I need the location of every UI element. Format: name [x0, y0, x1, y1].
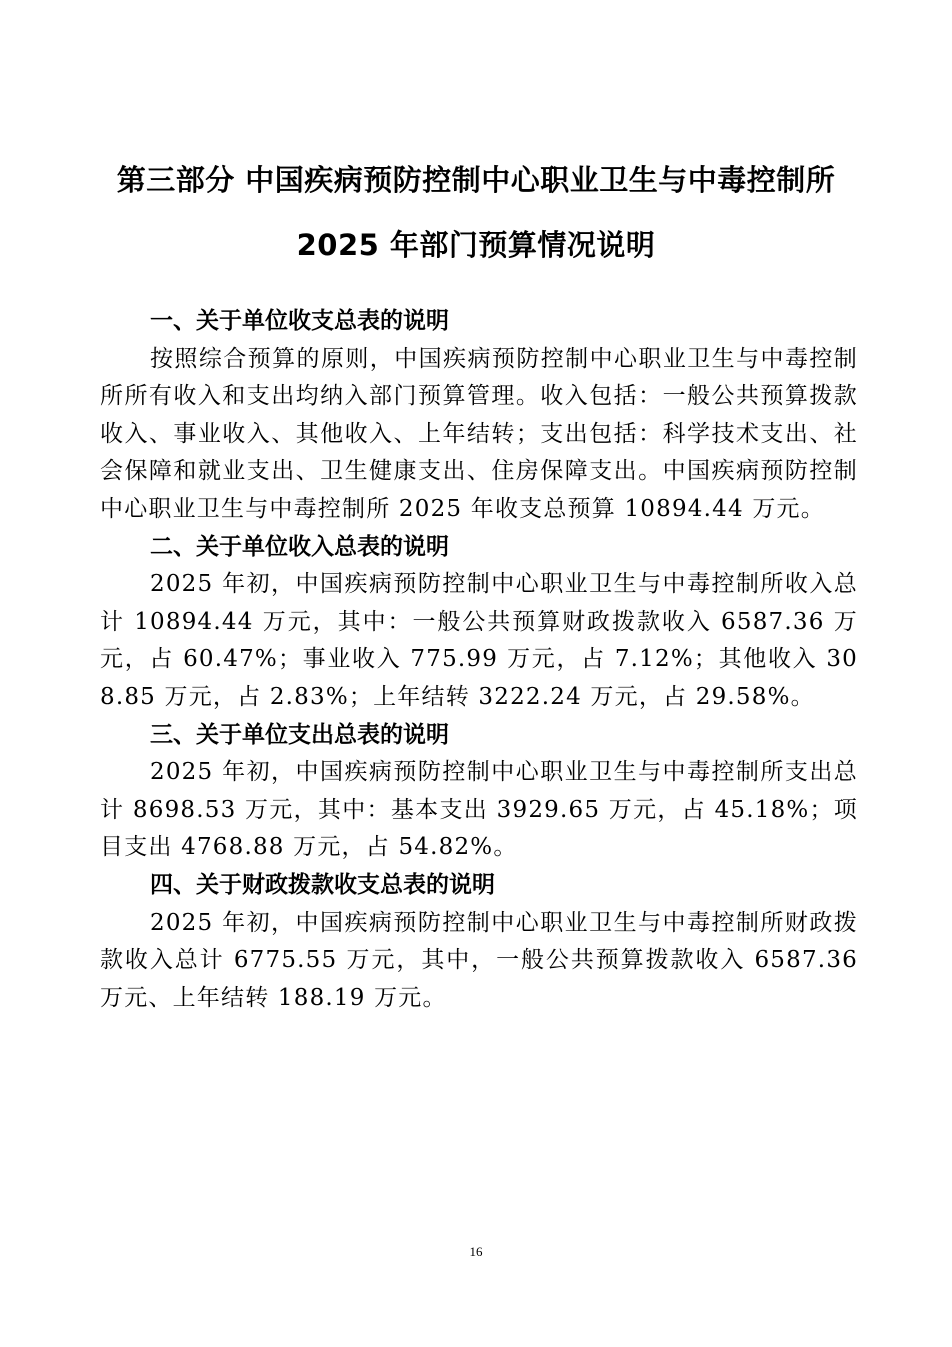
section-heading: 一、关于单位收支总表的说明 — [150, 308, 449, 334]
page-number: 16 — [469, 1244, 483, 1259]
document-title-line-1: 第三部分 中国疾病预防控制中心职业卫生与中毒控制所 — [116, 163, 836, 197]
section-heading: 二、关于单位收入总表的说明 — [150, 533, 449, 560]
section-paragraph: 2025 年初，中国疾病预防控制中心职业卫生与中毒控制所收入总计 10894.44 万元，其中：一般公共预算财政拨款收入 6587.36 万元，占 60.47%；事业收入 775.99 万元，占 7.12%；其他收入 308.85 万元，占 2.83%；上年结转 3222.24 万元，占 29.58%。 — [100, 571, 858, 710]
section-paragraph: 按照综合预算的原则，中国疾病预防控制中心职业卫生与中毒控制所所有收入和支出均纳入部门预算管理。收入包括：一般公共预算拨款收入、事业收入、其他收入、上年结转；支出包括：科学技术支出、社会保障和就业支出、卫生健康支出、住房保障支出。中国疾病预防控制中心职业卫生与中毒控制所 2025 年收支总预算 10894.44 万元。 — [100, 345, 858, 522]
document-body — [100, 303, 858, 1017]
section-fiscal-appropriation-summary — [100, 867, 858, 1017]
section-heading: 三、关于单位支出总表的说明 — [150, 721, 449, 748]
section-income-summary — [100, 529, 858, 717]
section-expenditure-summary — [100, 717, 858, 867]
document-title-line-2: 2025 年部门预算情况说明 — [296, 228, 656, 262]
section-heading: 四、关于财政拨款收支总表的说明 — [150, 871, 495, 898]
section-income-expenditure-summary — [100, 303, 858, 529]
section-paragraph: 2025 年初，中国疾病预防控制中心职业卫生与中毒控制所财政拨款收入总计 6775.55 万元，其中，一般公共预算拨款收入 6587.36 万元、上年结转 188.19 万元。 — [100, 909, 858, 1011]
section-paragraph: 2025 年初，中国疾病预防控制中心职业卫生与中毒控制所支出总计 8698.53 万元，其中：基本支出 3929.65 万元，占 45.18%；项目支出 4768.88 万元，占 54.82%。 — [100, 759, 858, 861]
